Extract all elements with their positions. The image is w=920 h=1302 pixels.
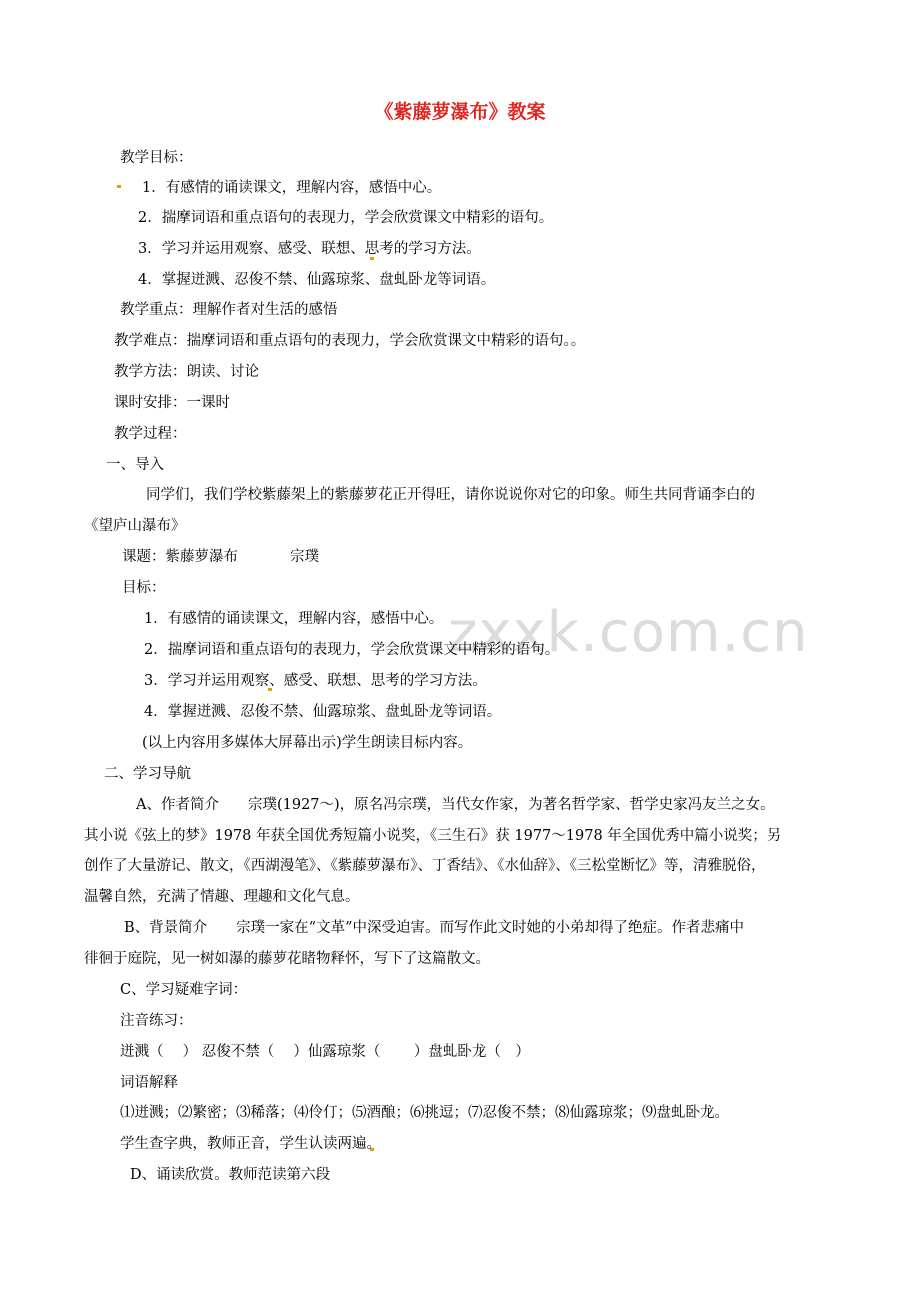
background-line: 徘徊于庭院，见一树如瀑的藤萝花睹物释怀，写下了这篇散文。 bbox=[84, 951, 490, 967]
dictionary-note: 学生查字典，教师正音，学生认读两遍。 bbox=[120, 1136, 381, 1152]
objective-item: 2．揣摩词语和重点语句的表现力，学会欣赏课文中精彩的语句。 bbox=[138, 210, 554, 226]
intro-paragraph: 同学们，我们学校紫藤架上的紫藤萝花正开得旺，请你说说你对它的印象。师生共同背诵李白的 bbox=[146, 487, 755, 503]
objectives-heading: 教学目标： bbox=[120, 150, 193, 166]
schedule: 课时安排：一课时 bbox=[114, 395, 230, 411]
document-title: 《紫藤萝瀑布》教案 bbox=[374, 101, 546, 123]
goal-item: 2．揣摩词语和重点语句的表现力，学会欣赏课文中精彩的语句。 bbox=[144, 642, 560, 658]
objective-item: 4．掌握迸溅、忍俊不禁、仙露琼浆、盘虬卧龙等词语。 bbox=[138, 272, 496, 288]
vocab-section-heading: C、学习疑难字词： bbox=[120, 982, 248, 998]
vocab-items: ⑴迸溅；⑵繁密；⑶稀落；⑷伶仃；⑸酒酿；⑹挑逗；⑺忍俊不禁；⑻仙露琼浆；⑼盘虬卧龙。 bbox=[120, 1105, 729, 1121]
goal-item: 3．学习并运用观察、感受、联想、思考的学习方法。 bbox=[144, 673, 487, 689]
display-note: (以上内容用多媒体大屏幕出示)学生朗读目标内容。 bbox=[142, 735, 473, 751]
recitation-heading: D、诵读欣赏。教师范读第六段 bbox=[130, 1167, 331, 1183]
phonetic-heading: 注音练习： bbox=[120, 1013, 193, 1029]
topic-author: 宗璞 bbox=[290, 549, 319, 565]
objective-item: 1．有感情的诵读课文，理解内容，感悟中心。 bbox=[142, 180, 442, 196]
vocab-heading: 词语解释 bbox=[120, 1075, 178, 1091]
author-intro-line: 创作了大量游记、散文，《西湖漫笔》、《紫藤萝瀑布》、丁香结》、《水仙辞》、《三松堂断忆》等，清雅脱俗， bbox=[84, 858, 766, 874]
difficulty: 教学难点：揣摩词语和重点语句的表现力，学会欣赏课文中精彩的语句。。 bbox=[114, 333, 586, 349]
watermark: zxxk.com.cn bbox=[448, 600, 809, 665]
goal-item: 1．有感情的诵读课文，理解内容，感悟中心。 bbox=[144, 611, 444, 627]
author-intro-line: A、作者简介 宗璞(1927～)，原名冯宗璞，当代女作家，为著名哲学家、哲学史家冯友兰之女。 bbox=[136, 797, 775, 813]
background-line: B、背景简介 宗璞一家在“文革”中深受迫害。而写作此文时她的小弟却得了绝症。作者悲痛中 bbox=[124, 920, 744, 936]
section2-heading: 二、学习导航 bbox=[104, 766, 191, 782]
author-intro-line: 温馨自然，充满了情趣、理趣和文化气息。 bbox=[84, 889, 360, 905]
marker-dot bbox=[117, 185, 121, 188]
goals-heading: 目标： bbox=[122, 580, 166, 596]
phonetic-items: 迸溅（ ） 忍俊不禁（ ）仙露琼浆（ ）盘虬卧龙（ ） bbox=[120, 1044, 530, 1060]
process-heading: 教学过程： bbox=[114, 426, 187, 442]
key-point: 教学重点：理解作者对生活的感悟 bbox=[120, 302, 338, 318]
objective-item: 3．学习并运用观察、感受、联想、思考的学习方法。 bbox=[138, 241, 481, 257]
author-intro-line: 其小说《弦上的梦》1978 年获全国优秀短篇小说奖，《三生石》获 1977～1978 年全国优秀中篇小说奖；另 bbox=[84, 828, 782, 844]
section1-heading: 一、导入 bbox=[106, 457, 164, 473]
teaching-method: 教学方法：朗读、讨论 bbox=[114, 364, 259, 380]
intro-paragraph: 《望庐山瀑布》 bbox=[84, 518, 186, 534]
topic-label: 课题：紫藤萝瀑布 bbox=[122, 549, 238, 565]
goal-item: 4．掌握迸溅、忍俊不禁、仙露琼浆、盘虬卧龙等词语。 bbox=[144, 704, 502, 720]
